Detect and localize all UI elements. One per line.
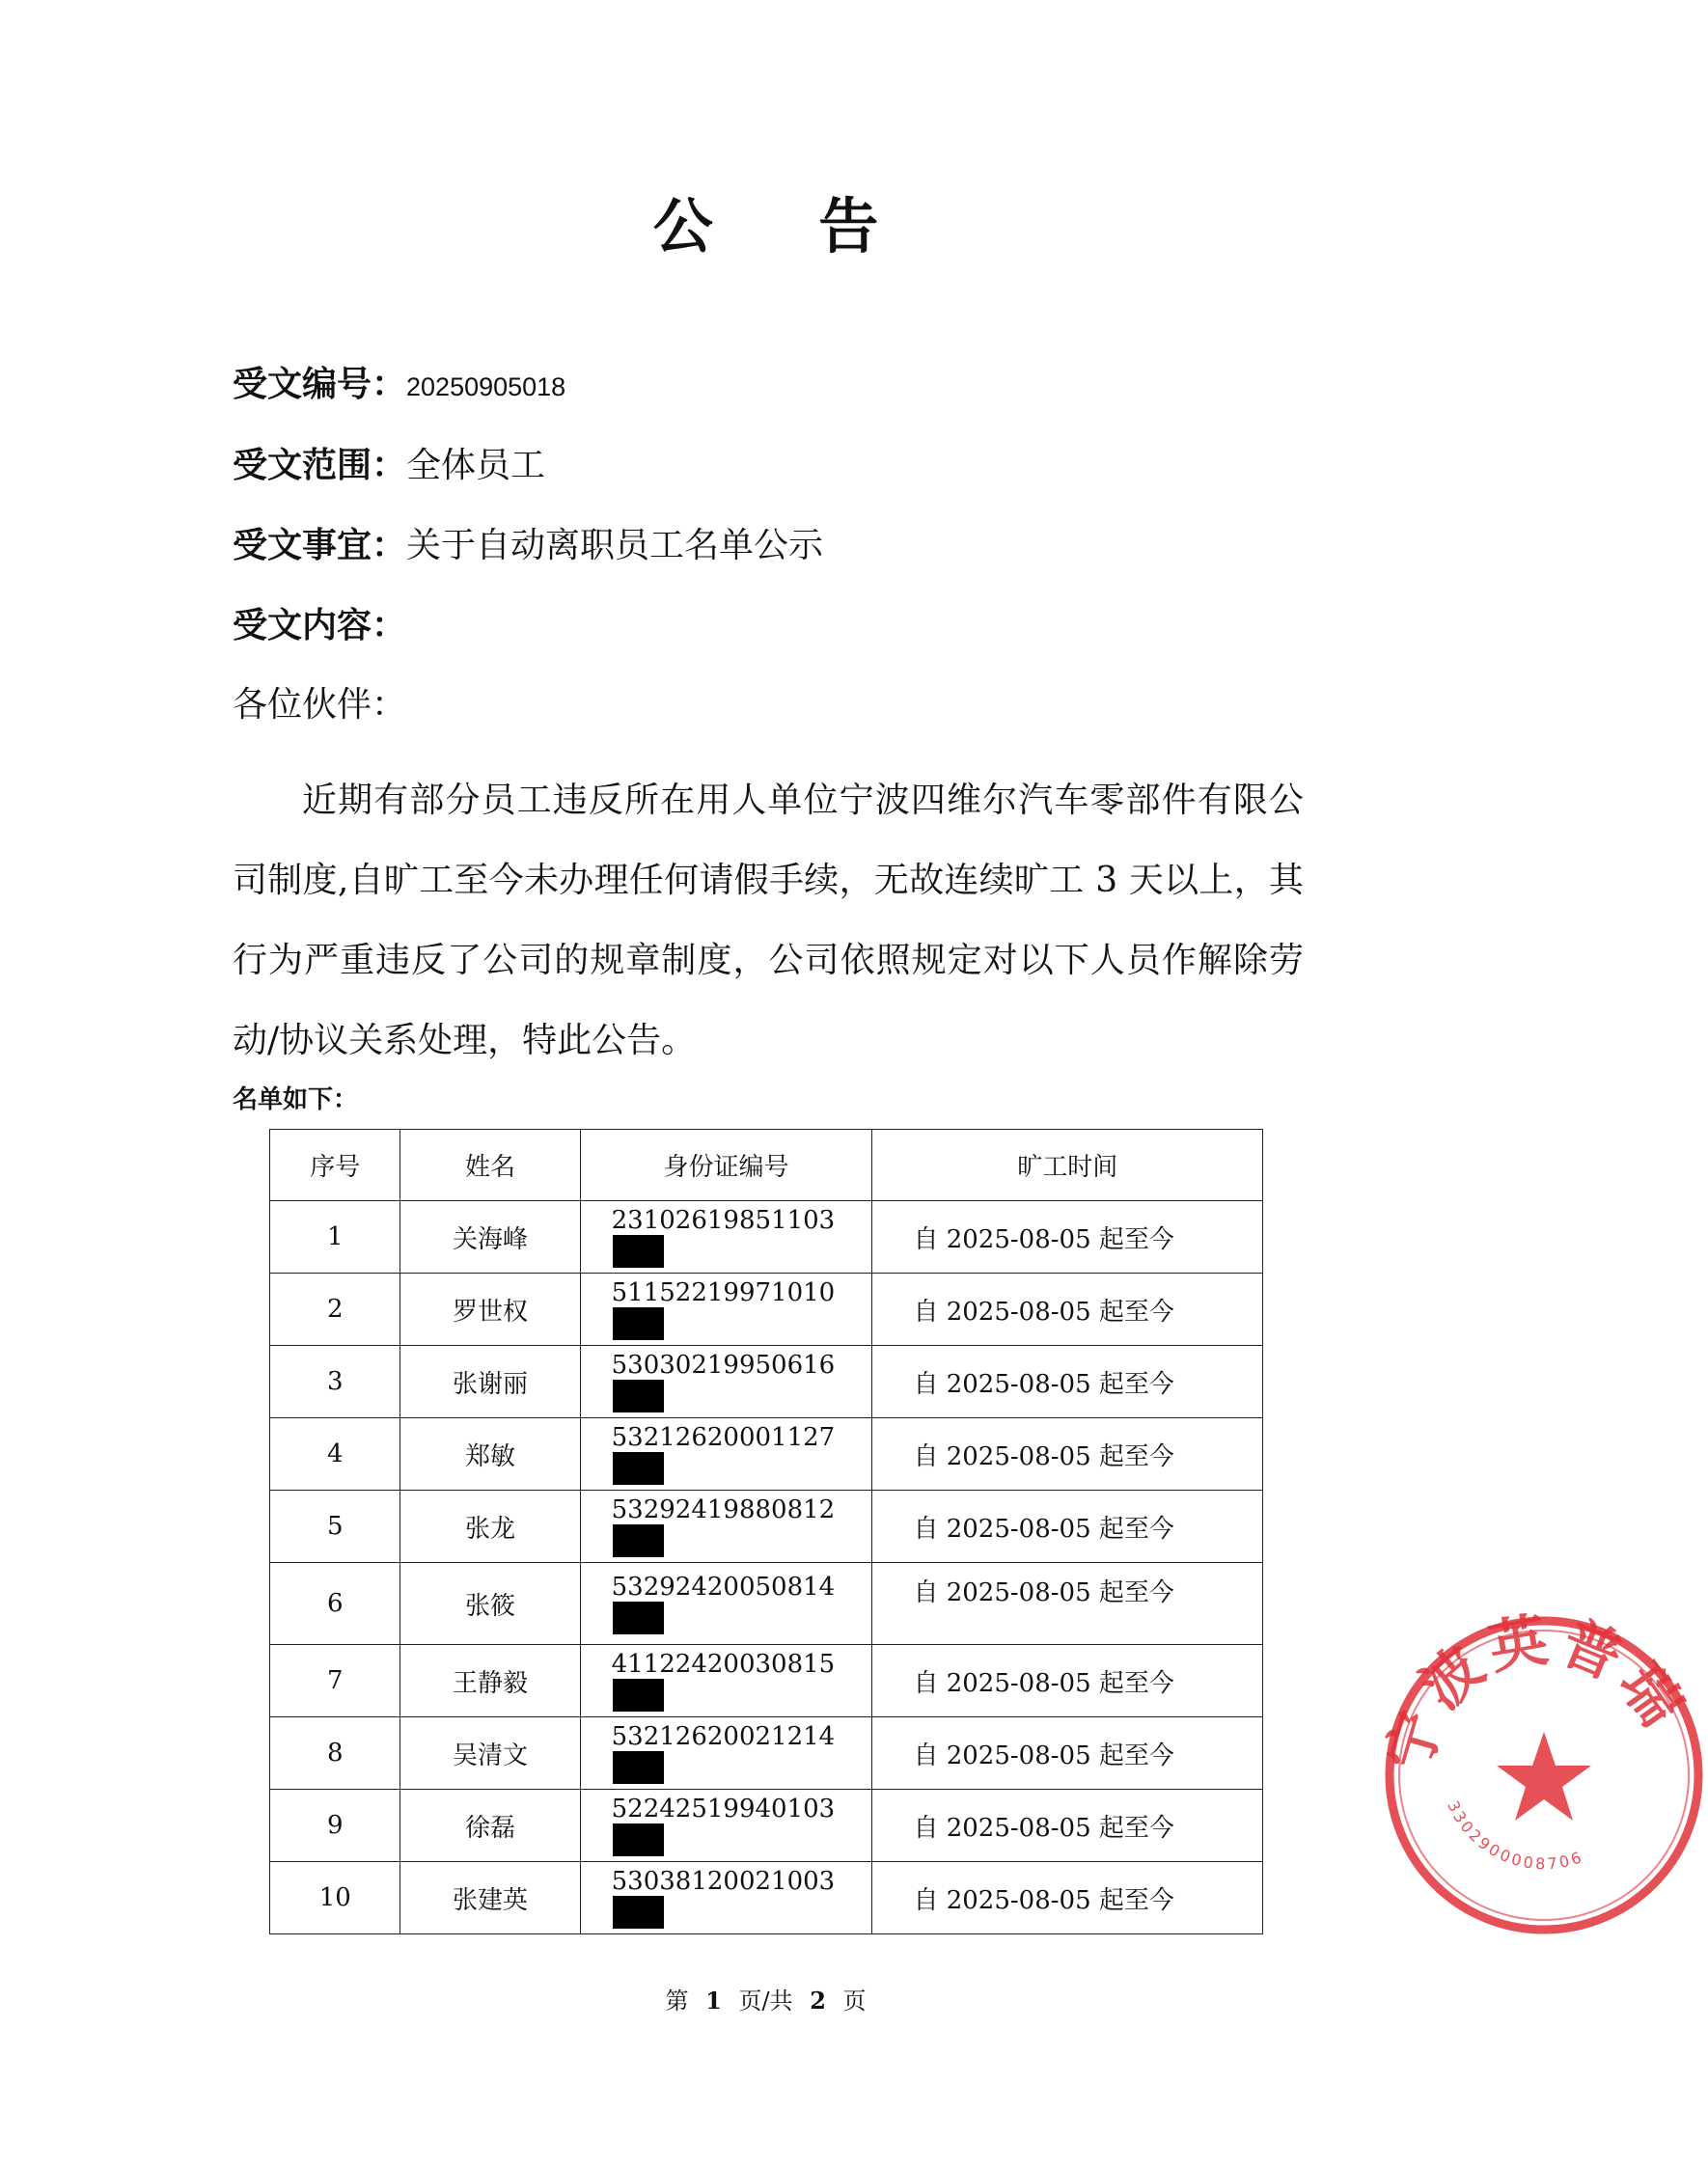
- row-id: [580, 1645, 872, 1717]
- footer-suffix: 页: [842, 1988, 867, 2015]
- row-id: [580, 1274, 872, 1346]
- redaction-mask: [613, 1896, 664, 1929]
- redaction-mask: [613, 1380, 664, 1412]
- row-name: 徐磊: [400, 1790, 580, 1862]
- row-name: 张建英: [400, 1862, 580, 1934]
- svg-text:宁波英普瑞: 宁波英普瑞: [1380, 1606, 1698, 1779]
- header-time: 旷工时间: [872, 1130, 1263, 1201]
- row-id-text: 53038120021003: [611, 1867, 836, 1896]
- row-id: [580, 1862, 872, 1934]
- row-id-text: 53030219950616: [611, 1351, 836, 1380]
- doc-number-value: 20250905018: [406, 372, 566, 401]
- matter-row: [233, 521, 823, 570]
- company-seal: [1380, 1606, 1698, 1944]
- row-id-text: 53292419880812: [611, 1495, 836, 1524]
- row-name: 郑敏: [400, 1418, 580, 1491]
- row-no: 4: [270, 1418, 400, 1491]
- row-id: [580, 1717, 872, 1790]
- row-id: [580, 1346, 872, 1418]
- body-paragraph: 近期有部分员工违反所在用人单位宁波四维尔汽车零部件有限公司制度,自旷工至今未办理任何请假手续，无故连续旷工 3 天以上，其行为严重违反了公司的规章制度，公司依照规定对以下人员作解除劳动/协议关系处理，特此公告。: [233, 781, 1304, 1060]
- table-row: [270, 1790, 1263, 1862]
- redaction-mask: [613, 1452, 664, 1485]
- row-name: 张龙: [400, 1491, 580, 1563]
- dismissal-table: [269, 1129, 1263, 1934]
- redaction-mask: [613, 1679, 664, 1712]
- footer-prefix: 第: [665, 1988, 689, 2015]
- list-title: 名单如下：: [233, 1085, 359, 1114]
- table-row: [270, 1201, 1263, 1274]
- row-no: 7: [270, 1645, 400, 1717]
- redaction-mask: [613, 1524, 664, 1557]
- redaction-mask: [613, 1751, 664, 1784]
- row-no: 3: [270, 1346, 400, 1418]
- row-time: 自 2025-08-05 起至今: [872, 1201, 1263, 1274]
- footer-total: 2: [810, 1987, 826, 2015]
- row-time: 自 2025-08-05 起至今: [872, 1346, 1263, 1418]
- table-row: [270, 1491, 1263, 1563]
- row-no: 8: [270, 1717, 400, 1790]
- redaction-mask: [613, 1823, 664, 1856]
- row-time: 自 2025-08-05 起至今: [872, 1717, 1263, 1790]
- row-id: [580, 1418, 872, 1491]
- row-id-text: 53292420050814: [611, 1573, 836, 1602]
- header-no: 序号: [270, 1130, 400, 1201]
- table-row: [270, 1418, 1263, 1491]
- redaction-mask: [613, 1602, 664, 1634]
- page-footer: [0, 1982, 1531, 2015]
- header-name: 姓名: [400, 1130, 580, 1201]
- row-no: 10: [270, 1862, 400, 1934]
- row-name: 吴清文: [400, 1717, 580, 1790]
- row-id-text: 23102619851103: [611, 1206, 836, 1235]
- table-row: [270, 1645, 1263, 1717]
- scope-row: [233, 441, 545, 490]
- row-id-text: 51152219971010: [611, 1278, 836, 1307]
- scope-value: 全体员工: [406, 446, 546, 485]
- row-name: 罗世权: [400, 1274, 580, 1346]
- seal-stamp-icon: [1380, 1606, 1708, 1944]
- page-title: 公 告: [652, 191, 922, 261]
- matter-label: 受文事宜：: [233, 525, 407, 565]
- row-no: 9: [270, 1790, 400, 1862]
- table-header-row: [270, 1130, 1263, 1201]
- row-name: 关海峰: [400, 1201, 580, 1274]
- row-time: 自 2025-08-05 起至今: [872, 1491, 1263, 1563]
- table-row: [270, 1346, 1263, 1418]
- row-name: 王静毅: [400, 1645, 580, 1717]
- doc-number-label: 受文编号：: [233, 364, 407, 404]
- row-no: 1: [270, 1201, 400, 1274]
- row-id: [580, 1491, 872, 1563]
- footer-mid: 页/共: [738, 1988, 793, 2015]
- row-id-text: 52242519940103: [611, 1795, 836, 1823]
- content-label: 受文内容：: [233, 605, 407, 645]
- row-time: 自 2025-08-05 起至今: [872, 1274, 1263, 1346]
- row-id-text: 41122420030815: [611, 1650, 836, 1679]
- scope-label: 受文范围：: [233, 445, 407, 485]
- row-no: 2: [270, 1274, 400, 1346]
- row-name: 张谢丽: [400, 1346, 580, 1418]
- greeting: 各位伙伴：: [233, 685, 407, 725]
- row-id: [580, 1790, 872, 1862]
- row-time: 自 2025-08-05 起至今: [872, 1790, 1263, 1862]
- svg-text:3302900008706: 3302900008706: [1444, 1797, 1586, 1874]
- row-no: 5: [270, 1491, 400, 1563]
- row-id-text: 53212620001127: [611, 1423, 836, 1452]
- redaction-mask: [613, 1235, 664, 1268]
- table-row: [270, 1274, 1263, 1346]
- row-id: [580, 1201, 872, 1274]
- row-no: 6: [270, 1563, 400, 1645]
- table-row: [270, 1563, 1263, 1645]
- doc-number-row: [233, 360, 565, 411]
- row-id: [580, 1563, 872, 1645]
- row-time: 自 2025-08-05 起至今: [872, 1563, 1263, 1645]
- row-id-text: 53212620021214: [611, 1722, 836, 1751]
- table-row: [270, 1862, 1263, 1934]
- header-id: 身份证编号: [580, 1130, 872, 1201]
- content-row: [233, 601, 406, 650]
- row-time: 自 2025-08-05 起至今: [872, 1418, 1263, 1491]
- row-time: 自 2025-08-05 起至今: [872, 1862, 1263, 1934]
- redaction-mask: [613, 1307, 664, 1340]
- table-row: [270, 1717, 1263, 1790]
- footer-page: 1: [705, 1987, 722, 2015]
- row-name: 张筱: [400, 1563, 580, 1645]
- row-time: 自 2025-08-05 起至今: [872, 1645, 1263, 1717]
- matter-value: 关于自动离职员工名单公示: [406, 526, 824, 565]
